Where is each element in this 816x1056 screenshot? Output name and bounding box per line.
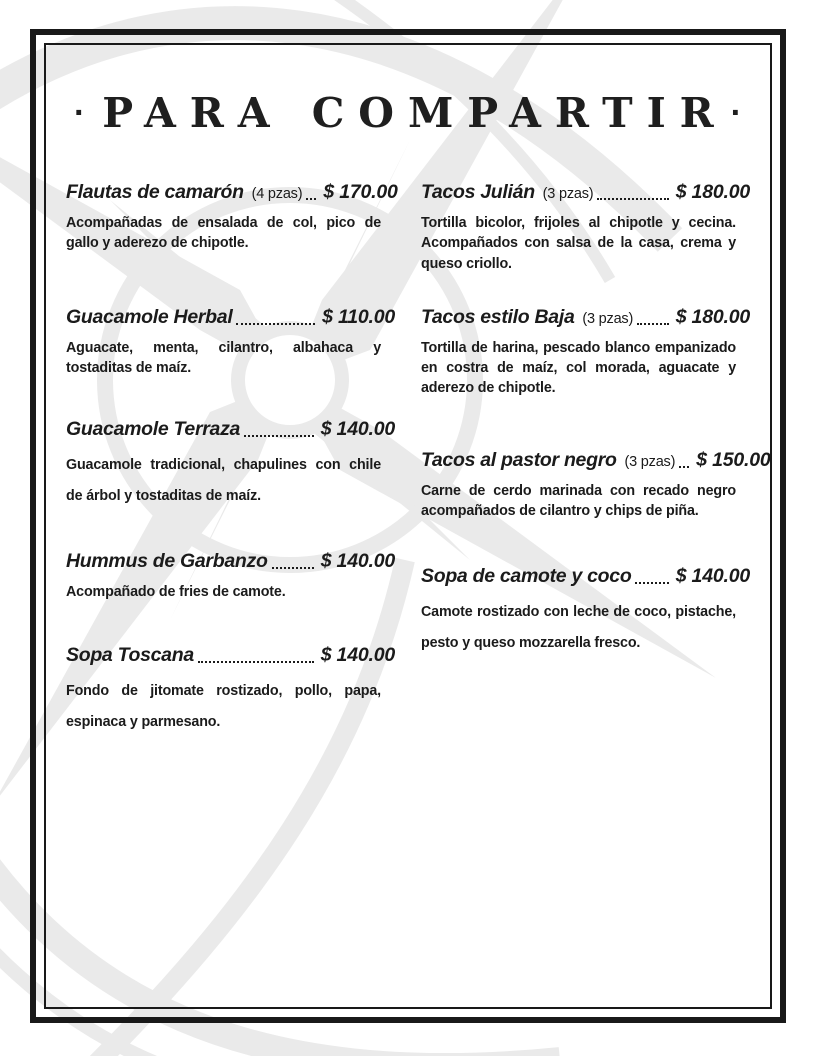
item-price: $ 150.00 — [696, 448, 771, 471]
item-name-text: Guacamole Herbal — [66, 305, 233, 328]
item-name-text: Sopa de camote y coco — [421, 565, 632, 588]
item-qty: (4 pzas) — [247, 186, 303, 202]
item-name — [66, 550, 268, 573]
section-heading — [74, 89, 742, 137]
menu-item-head — [66, 644, 395, 667]
item-name — [66, 306, 232, 329]
item-description: Carne de cerdo marinada con recado negro acompañados de cilantro y chips de piña. — [421, 482, 736, 520]
dotted-leader — [306, 198, 316, 200]
item-qty: (3 pzas) — [578, 310, 634, 327]
item-price: $ 140.00 — [320, 643, 395, 666]
item-description: Acompañadas de ensalada de col, pico de gallo y aderezo de chipotle. — [66, 215, 381, 252]
menu-item — [66, 306, 395, 379]
item-description: Fondo de jitomate rostizado, pollo, papa, espinaca y parmesano. — [66, 682, 381, 730]
item-price: $ 170.00 — [323, 181, 398, 203]
menu-item-head — [421, 565, 750, 588]
menu-item-head — [421, 448, 771, 472]
menu-item — [421, 306, 750, 399]
item-name — [421, 565, 631, 588]
menu-item-head — [421, 181, 750, 204]
item-price: $ 140.00 — [320, 418, 395, 441]
item-name-text: Hummus de Garbanzo — [66, 549, 268, 572]
page-title: PARA COMPARTIR — [102, 89, 728, 137]
item-name — [66, 418, 240, 441]
menu-item — [421, 181, 750, 274]
menu-item-head — [66, 418, 395, 441]
item-name-text: Tacos estilo Baja — [421, 305, 575, 328]
menu-column-right — [421, 181, 771, 779]
dotted-leader — [635, 582, 668, 584]
dotted-leader — [679, 466, 689, 468]
dotted-leader — [597, 198, 668, 200]
item-name — [66, 644, 194, 667]
item-name — [421, 306, 633, 329]
menu-item — [421, 448, 771, 522]
item-qty: (3 pzas) — [620, 453, 676, 470]
heading-dot-right: · — [730, 94, 742, 132]
menu-item — [66, 181, 398, 254]
item-price: $ 180.00 — [675, 181, 750, 203]
item-qty: (3 pzas) — [538, 186, 594, 202]
item-description: Guacamole tradicional, chapulines con chile de árbol y tostaditas de maíz. — [66, 457, 381, 504]
menu-item-head — [66, 306, 395, 329]
item-price: $ 180.00 — [675, 305, 750, 328]
item-name-text: Tacos Julián — [421, 181, 535, 203]
menu-columns — [66, 181, 771, 779]
item-name-text: Sopa Toscana — [66, 643, 194, 666]
menu-item — [66, 644, 395, 737]
item-description: Acompañado de fries de camote. — [66, 583, 286, 600]
item-description: Camote rostizado con leche de coco, pistache, pesto y queso mozzarella fresco. — [421, 604, 736, 652]
dotted-leader — [244, 435, 314, 437]
menu-item — [66, 418, 395, 511]
item-description: Tortilla de harina, pescado blanco empanizado en costra de maíz, col morada, aguacate y aderezo de chipotle. — [421, 339, 736, 397]
item-name-text: Guacamole Terraza — [66, 418, 241, 441]
menu-item-head — [66, 181, 398, 204]
item-description: Aguacate, menta, cilantro, albahaca y tostaditas de maíz. — [66, 339, 381, 376]
dotted-leader — [272, 567, 314, 569]
item-price: $ 110.00 — [322, 305, 395, 328]
heading-dot-left: · — [74, 94, 86, 132]
item-name — [66, 181, 302, 204]
item-name — [421, 449, 675, 472]
menu-content — [44, 43, 772, 1009]
menu-column-left — [66, 181, 398, 779]
item-price: $ 140.00 — [320, 549, 395, 572]
item-name-text: Tacos al pastor negro — [421, 448, 617, 471]
item-description: Tortilla bicolor, frijoles al chipotle y cecina. Acompañados con salsa de la casa, crema y queso criollo. — [421, 215, 736, 272]
dotted-leader — [236, 323, 315, 325]
dotted-leader — [637, 323, 669, 325]
dotted-leader — [198, 661, 314, 663]
item-price: $ 140.00 — [675, 565, 750, 588]
item-name-text: Flautas de camarón — [66, 181, 244, 203]
menu-item-head — [421, 306, 750, 329]
menu-item — [66, 550, 395, 602]
menu-item — [421, 565, 750, 658]
item-name — [421, 181, 593, 204]
menu-item-head — [66, 550, 395, 573]
